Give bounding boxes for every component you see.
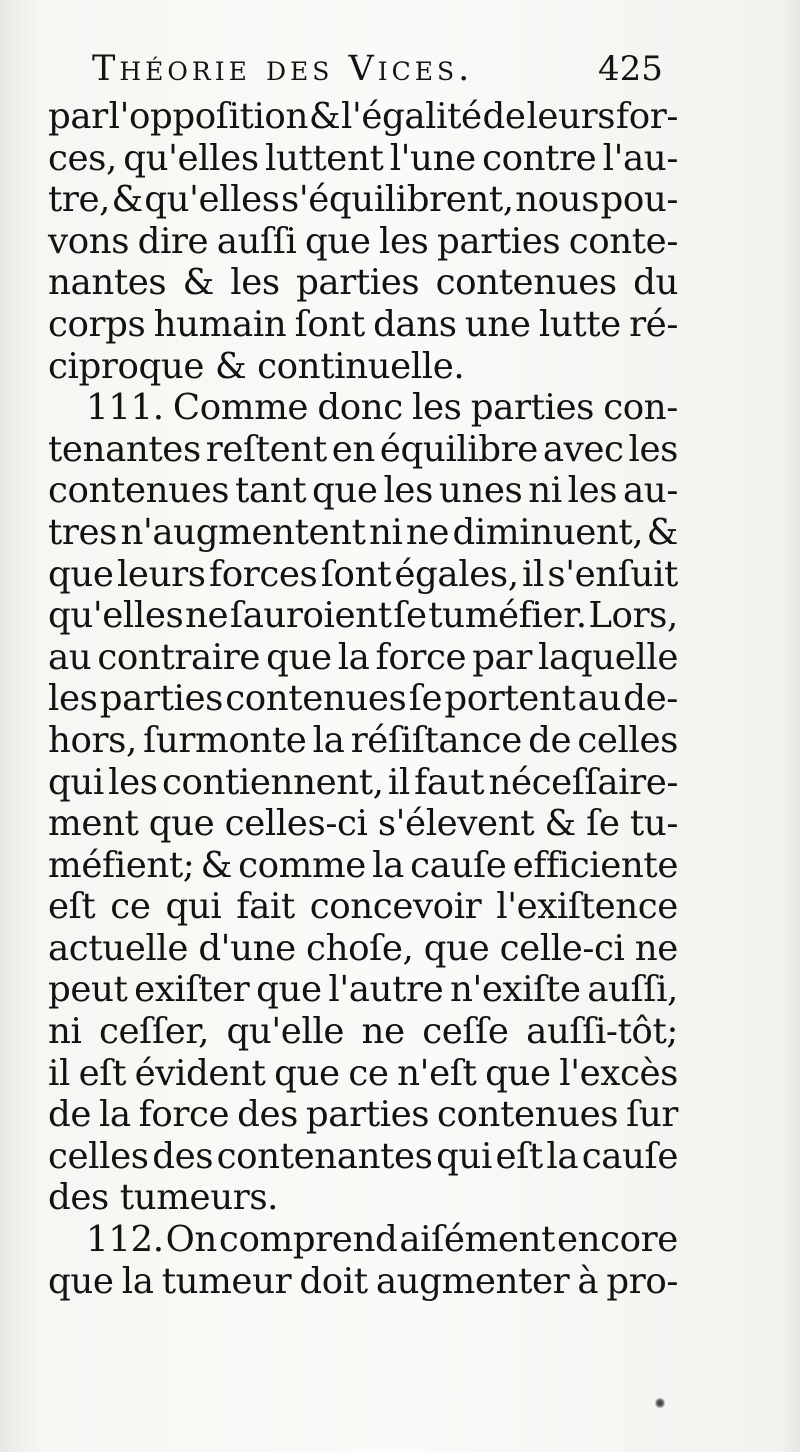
text-line: de la force des parties contenues ſur (48, 1094, 678, 1136)
text-line: vons dire auſſi que les parties conte- (48, 220, 678, 262)
text-line: corps humain ſont dans une lutte ré- (48, 303, 678, 345)
text-line: nantes & les parties contenues du (48, 262, 678, 304)
text-line: ni ceſſer, qu'elle ne ceſſe auſſi-tôt; (48, 1011, 678, 1053)
text-line: que la tumeur doit augmenter à pro- (48, 1260, 678, 1302)
text-line: contenues tant que les unes ni les au- (48, 470, 678, 512)
text-line: ment que celles-ci s'élevent & ſe tu- (48, 803, 678, 845)
text-line: au contraire que la force par laquelle (48, 636, 678, 678)
text-line: des tumeurs. (48, 1177, 279, 1219)
text-line: hors, ſurmonte la réſiſtance de celles (48, 719, 678, 761)
paragraph-start-112: 112. On comprend aiſément encore (86, 1219, 678, 1261)
text-line: tenantes reſtent en équilibre avec les (48, 428, 678, 470)
text-line: qui les contiennent, il faut néceſſaire- (48, 761, 678, 803)
text-line: ciproque & continuelle. (48, 345, 465, 387)
text-line: celles des contenantes qui eſt la cauſe (48, 1135, 678, 1177)
body-text (48, 96, 688, 1302)
text-line: peut exiſter que l'autre n'exiſte auſſi, (48, 969, 678, 1011)
text-line: qu'elles ne ſauroient ſe tuméfier. Lors, (48, 595, 678, 637)
page-header (92, 44, 692, 94)
text-line: les parties contenues ſe portent au de- (48, 678, 678, 720)
text-line: que leurs forces ſont égales, il s'enſuit (48, 553, 678, 595)
text-line: tre, & qu'elles s'équilibrent, nous pou- (48, 179, 678, 221)
text-line: méfient; & comme la cauſe efficiente (48, 844, 678, 886)
text-line: par l'oppoſition & l'égalité de leurs for- (48, 96, 678, 137)
text-line: tres n'augmentent ni ne diminuent, & (48, 511, 678, 553)
ink-speck (655, 1397, 665, 1409)
text-line: ces, qu'elles luttent l'une contre l'au- (48, 137, 678, 179)
page-number: 425 (598, 49, 663, 89)
running-title: Théorie des Vices. (92, 49, 474, 89)
text-line: il eſt évident que ce n'eſt que l'excès (48, 1052, 678, 1094)
paragraph-start-111: 111. Comme donc les parties con- (86, 387, 678, 429)
text-line: eſt ce qui fait concevoir l'exiſtence (48, 886, 678, 928)
text-line: actuelle d'une choſe, que celle-ci ne (48, 927, 678, 969)
